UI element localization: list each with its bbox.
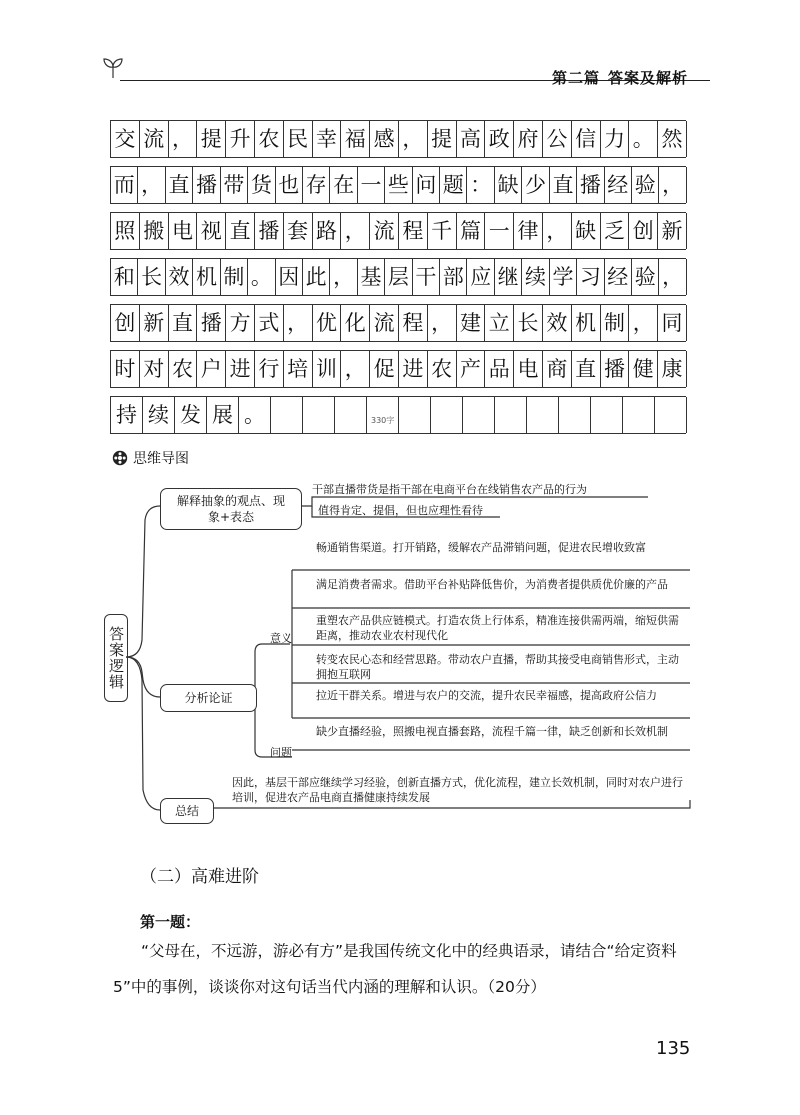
essay-cell: 套	[284, 213, 313, 249]
problem-label: 问题	[270, 746, 292, 759]
essay-cell: 。	[248, 259, 275, 295]
essay-cell: ，	[341, 351, 370, 387]
essay-cell: 产	[457, 351, 486, 387]
essay-cell: 。	[239, 397, 271, 433]
mindmap-root-text: 答案逻辑	[107, 626, 125, 690]
node-summary-label: 总结	[174, 804, 199, 818]
essay-cell: 福	[341, 121, 370, 157]
essay-cell: 效	[166, 259, 193, 295]
essay-cell: 经	[605, 167, 632, 203]
essay-cell: 电	[169, 213, 198, 249]
essay-cell: 程	[399, 305, 428, 341]
essay-cell: 长	[514, 305, 543, 341]
essay-cell: 流	[370, 213, 399, 249]
essay-cell: 存	[303, 167, 330, 203]
essay-cell: 继	[495, 259, 522, 295]
essay-cell: 时	[111, 351, 140, 387]
essay-cell: 发	[175, 397, 207, 433]
meaning-label: 意义	[270, 632, 292, 645]
essay-cell: 府	[514, 121, 543, 157]
summary-text: 因此，基层干部应继续学习经验，创新直播方式，优化流程，建立长效机制，同时对农户进行培训，促进农产品电商直播健康持续发展	[232, 776, 683, 804]
question-title: 第一题：	[140, 913, 201, 931]
essay-cell: 幸	[313, 121, 342, 157]
essay-cell: 公	[543, 121, 572, 157]
essay-cell: 制	[601, 305, 630, 341]
essay-cell: 创	[629, 213, 658, 249]
essay-cell: 和	[111, 259, 138, 295]
mindmap-heading-text: 思维导图	[133, 451, 189, 467]
essay-cell: 部	[440, 259, 467, 295]
essay-cell: 在	[330, 167, 357, 203]
mindmap-root	[104, 614, 128, 702]
essay-cell: 直	[169, 305, 198, 341]
essay-cell: 同	[658, 305, 687, 341]
essay-cell: 交	[111, 121, 140, 157]
essay-cell: 促	[370, 351, 399, 387]
essay-cell: 农	[169, 351, 198, 387]
essay-cell: 感	[370, 121, 399, 157]
essay-cell: ，	[399, 121, 428, 157]
essay-cell: ，	[169, 121, 198, 157]
essay-cell: 学	[550, 259, 577, 295]
essay-cell: 干	[413, 259, 440, 295]
essay-cell: 少	[522, 167, 549, 203]
essay-cell: 些	[385, 167, 412, 203]
essay-cell: 新	[658, 213, 687, 249]
essay-cell: 层	[385, 259, 412, 295]
essay-cell: 化	[341, 305, 370, 341]
essay-cell: 程	[399, 213, 428, 249]
essay-cell: 机	[193, 259, 220, 295]
essay-cell: 习	[577, 259, 604, 295]
node-summary	[160, 798, 214, 824]
essay-cell: 培	[284, 351, 313, 387]
essay-cell: 千	[428, 213, 457, 249]
essay-cell: 进	[399, 351, 428, 387]
essay-cell: ，	[284, 305, 313, 341]
essay-cell: 创	[111, 305, 140, 341]
essay-cell: 一	[358, 167, 385, 203]
essay-cell: 农	[255, 121, 284, 157]
essay-cell: 也	[276, 167, 303, 203]
essay-cell: 提	[428, 121, 457, 157]
essay-cell: 播	[197, 305, 226, 341]
node-explain	[160, 488, 302, 530]
essay-cell: 搬	[140, 213, 169, 249]
essay-cell: 直	[572, 351, 601, 387]
essay-cell: 带	[221, 167, 248, 203]
node-analysis	[160, 684, 257, 712]
essay-cell: 流	[370, 305, 399, 341]
essay-cell: ，	[138, 167, 165, 203]
problem-text: 缺少直播经验，照搬电视直播套路，流程千篇一律，缺乏创新和长效机制	[316, 725, 668, 738]
essay-cell: 一	[485, 213, 514, 249]
essay-cell: 直	[550, 167, 577, 203]
essay-cell: 货	[248, 167, 275, 203]
meaning-item: 重塑农产品供应链模式。打造农货上行体系，精准连接供需两端，缩短供需距离，推动农业农村现代化	[316, 614, 679, 642]
header-section: 第二篇	[552, 69, 601, 87]
essay-cell: 展	[207, 397, 239, 433]
essay-cell: 流	[140, 121, 169, 157]
essay-cell: 进	[226, 351, 255, 387]
essay-cell: 缺	[495, 167, 522, 203]
essay-cell: 商	[543, 351, 572, 387]
page-number: 135	[656, 1038, 691, 1059]
meaning-item: 拉近干群关系。增进与农户的交流，提升农民幸福感，提高政府公信力	[316, 689, 657, 702]
essay-cell: 续	[143, 397, 175, 433]
essay-cell: 播	[601, 351, 630, 387]
essay-cell: 视	[197, 213, 226, 249]
branch-analysis	[126, 657, 160, 697]
essay-cell: 照	[111, 213, 140, 249]
essay-cell: 升	[226, 121, 255, 157]
word-count: 330字	[371, 416, 395, 425]
essay-cell: 验	[632, 259, 659, 295]
question-text: “父母在，不远游，游必有方”是我国传统文化中的经典语录，请结合“给定资料5”中的事例，谈谈你对这句话当代内涵的理解和认识。（20分）	[113, 942, 677, 996]
essay-cell: 对	[140, 351, 169, 387]
essay-cell: ，	[629, 305, 658, 341]
essay-cell: ，	[341, 213, 370, 249]
branch-explain	[126, 506, 160, 657]
essay-cell: 效	[543, 305, 572, 341]
meaning-item: 畅通销售渠道。打开销路，缓解农产品滞销问题，促进农民增收致富	[316, 541, 646, 554]
section-heading: （二）高难进阶	[140, 867, 259, 887]
essay-cell: 方	[226, 305, 255, 341]
essay-cell: 此	[303, 259, 330, 295]
essay-cell: 播	[193, 167, 220, 203]
essay-cell: ，	[659, 259, 686, 295]
essay-cell: 因	[276, 259, 303, 295]
essay-cell: 路	[313, 213, 342, 249]
essay-cell: 。	[629, 121, 658, 157]
essay-cell: 优	[313, 305, 342, 341]
essay-cell: 健	[629, 351, 658, 387]
explain-text-2: 值得肯定、提倡，但也应理性看待	[318, 504, 483, 517]
essay-cell: 乏	[601, 213, 630, 249]
essay-cell: 题	[440, 167, 467, 203]
essay-cell: 直	[166, 167, 193, 203]
essay-cell: 持	[111, 397, 143, 433]
essay-cell: ，	[543, 213, 572, 249]
essay-cell: 播	[255, 213, 284, 249]
essay-cell: 康	[658, 351, 687, 387]
essay-cell: 律	[514, 213, 543, 249]
essay-cell: 力	[601, 121, 630, 157]
essay-cell: 品	[485, 351, 514, 387]
essay-cell: 新	[140, 305, 169, 341]
essay-cell: 农	[428, 351, 457, 387]
essay-cell: 训	[313, 351, 342, 387]
essay-cell: 民	[284, 121, 313, 157]
essay-cell: ，	[428, 305, 457, 341]
essay-cell: 信	[572, 121, 601, 157]
essay-cell: 高	[457, 121, 486, 157]
essay-cell: 播	[577, 167, 604, 203]
essay-cell: 然	[658, 121, 687, 157]
header-title: 答案及解析	[608, 69, 689, 87]
essay-cell: ，	[659, 167, 686, 203]
essay-cell: 式	[255, 305, 284, 341]
essay-cell: 基	[358, 259, 385, 295]
essay-cell: 机	[572, 305, 601, 341]
essay-cell: 应	[467, 259, 494, 295]
essay-cell: 篇	[457, 213, 486, 249]
explain-text-1: 干部直播带货是指干部在电商平台在线销售农产品的行为	[312, 483, 587, 496]
essay-cell: 制	[221, 259, 248, 295]
essay-cell: 续	[522, 259, 549, 295]
node-explain-label: 解释抽象的观点、现象+表态	[176, 494, 285, 524]
essay-cell: 行	[255, 351, 284, 387]
essay-cell: 经	[605, 259, 632, 295]
essay-cell: 缺	[572, 213, 601, 249]
essay-cell: 立	[485, 305, 514, 341]
node-analysis-label: 分析论证	[184, 691, 233, 705]
essay-cell: 户	[197, 351, 226, 387]
essay-cell: 直	[226, 213, 255, 249]
essay-cell: 提	[197, 121, 226, 157]
essay-cell: 建	[457, 305, 486, 341]
essay-cell: ：	[467, 167, 494, 203]
essay-cell: 长	[138, 259, 165, 295]
essay-cell: ，	[330, 259, 357, 295]
essay-cell: 政	[485, 121, 514, 157]
branch-meaning	[255, 644, 290, 697]
essay-cell: 电	[514, 351, 543, 387]
essay-cell: 验	[632, 167, 659, 203]
meaning-item: 满足消费者需求。借助平台补贴降低售价，为消费者提供质优价廉的产品	[316, 578, 668, 591]
essay-cell: 而	[111, 167, 138, 203]
meaning-item: 转变农民心态和经营思路。带动农户直播，帮助其接受电商销售形式，主动拥抱互联网	[316, 653, 679, 681]
essay-cell: 问	[413, 167, 440, 203]
